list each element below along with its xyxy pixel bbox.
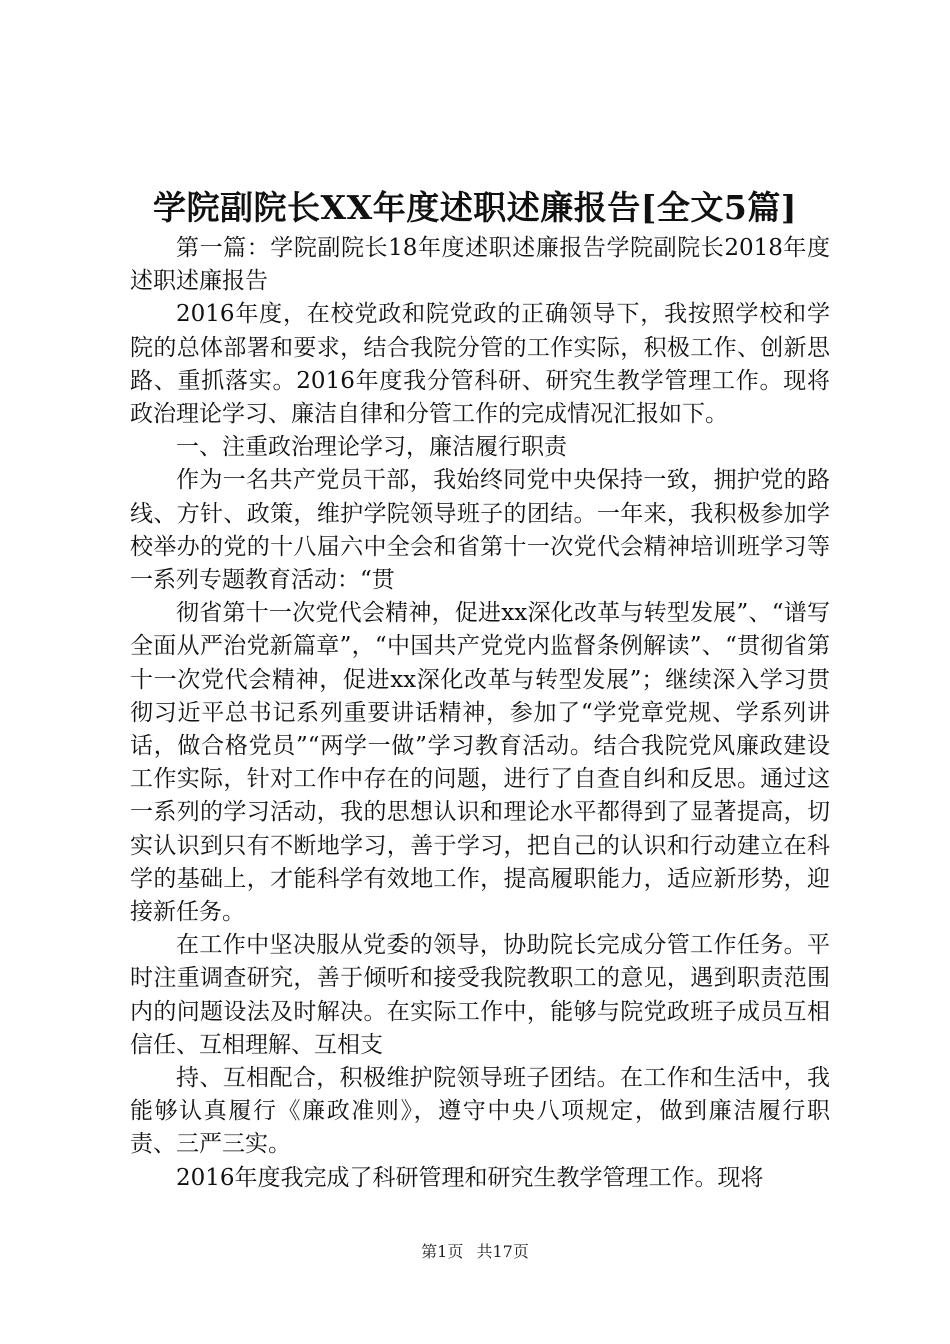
paragraph: 持、互相配合，积极维护院领导班子团结。在工作和生活中，我能够认真履行《廉政准则》，遵守中央八项规定，做到廉洁履行职责、三严三实。 (130, 1065, 830, 1158)
paragraph: 2016年度，在校党政和院党政的正确领导下，我按照学校和学院的总体部署和要求，结合我院分管的工作实际，积极工作、创新思路、重抓落实。2016年度我分管科研、研究生教学管理工作。现将政治理论学习、廉洁自律和分管工作的完成情况汇报如下。 (130, 301, 830, 428)
paragraph: 2016年度我完成了科研管理和研究生教学管理工作。现将 (176, 1164, 764, 1191)
page-footer (0, 1242, 950, 1262)
paragraph: 彻省第十一次党代会精神，促进xx深化改革与转型发展”、“谱写全面从严治党新篇章”，“中国共产党党内监督条例解读”、“贯彻省第十一次党代会精神，促进xx深化改革与转型发展”；继续深入学习贯彻习近平总书记系列重要讲话精神，参加了“学党章党规、学系列讲话，做合格党员”“两学一做”学习教育活动。结合我院党风廉政建设工作实际，针对工作中存在的问题，进行了自查自纠和反思。通过这一系列的学习活动，我的思想认识和理论水平都得到了显著提高，切实认识到只有不断地学习，善于学习，把自己的认识和行动建立在科学的基础上，才能科学有效地工作，提高履职能力，适应新形势，迎接新任务。 (130, 600, 830, 926)
total-pages: 共17页 (476, 1242, 529, 1261)
paragraph: 在工作中坚决服从党委的领导，协助院长完成分管工作任务。平时注重调查研究，善于倾听和接受我院教职工的意见，遇到职责范围内的问题设法及时解决。在实际工作中，能够与院党政班子成员互相信任、互相理解、互相支 (130, 932, 830, 1058)
document-body (130, 232, 830, 1195)
paragraph: 第一篇：学院副院长18年度述职述廉报告学院副院长2018年度述职述廉报告 (130, 235, 830, 295)
section-heading: 一、注重政治理论学习，廉洁履行职责 (176, 434, 567, 461)
page-number: 第1页 (421, 1242, 464, 1261)
paragraph: 作为一名共产党员干部，我始终同党中央保持一致，拥护党的路线、方针、政策，维护学院领导班子的团结。一年来，我积极参加学校举办的党的十八届六中全会和省第十一次党代会精神培训班学习等一系列专题教育活动：“贯 (130, 467, 830, 594)
document-title: 学院副院长XX年度述职述廉报告[全文5篇] (153, 188, 797, 227)
